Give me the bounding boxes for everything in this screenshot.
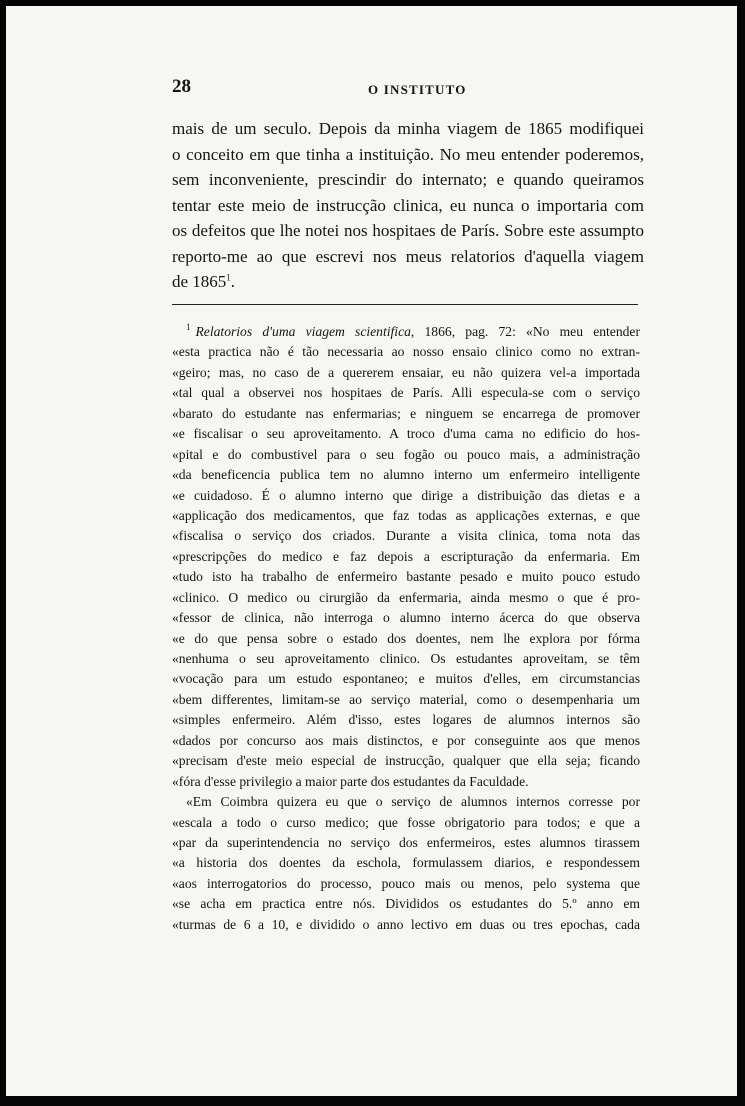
footnote-line: «e cuidadoso. É o alumno interno que dirige a distribuição das dietas e a xyxy=(172,487,640,503)
journal-title: O INSTITUTO xyxy=(368,82,467,97)
footnote-line: «se acha em practica entre nós. Divididos os estudantes do 5.º anno em xyxy=(172,896,640,912)
footnote-line: «escala a todo o curso medico; que fosse obrigatorio para todos; e que a xyxy=(172,814,640,830)
footnote-line: «da beneficencia publica tem no alumno interno um enfermeiro intelligente xyxy=(172,467,640,483)
body-line: o conceito em que tinha a instituição. No meu entender poderemos, xyxy=(172,144,644,164)
footnote-line: «fessor de clinica, não interroga o alumno interno ácerca do que observa xyxy=(172,610,640,626)
footnote-line: «nenhuma o seu aproveitamento clinico. Os estudantes aproveitam, se têm xyxy=(172,651,640,666)
footnote-divider xyxy=(172,304,638,305)
footnote-line: «e fiscalisar o seu aproveitamento. A troco d'uma cama no edificio do hos- xyxy=(172,426,640,442)
footnote-line: «geiro; mas, no caso de a quererem ensaiar, eu não quizera vel-a importada xyxy=(172,364,640,380)
footnote-line: «simples enfermeiro. Além d'isso, estes logares de alumnos internos são xyxy=(172,712,640,728)
footnote-line: «turmas de 6 a 10, e dividido o anno lectivo em duas ou tres epochas, cada xyxy=(172,916,640,932)
footnote-line: «tal qual a observei nos hospitaes de París. Alli especula-se com o serviço xyxy=(172,385,640,401)
footnote-reference: 1 xyxy=(226,272,231,283)
footnote-block xyxy=(172,322,640,935)
footnote-source-title: Relatorios d'uma viagem scientifica xyxy=(195,324,411,339)
body-line-end: . xyxy=(230,272,236,291)
footnote-line: «vocação para um estudo espontaneo; e muitos d'elles, em circumstancias xyxy=(172,671,640,687)
footnote-line: «precisam d'este meio especial de instrucção, qualquer que ella seja; ficando xyxy=(172,753,640,769)
footnote-line: «aos interrogatorios do processo, pouco mais ou menos, pelo systema que xyxy=(172,875,640,891)
footnote-line: «clinico. O medico ou cirurgião da enfermaria, ainda mesmo o que é pro- xyxy=(172,589,640,605)
footnote-line: «par da superintendencia no serviço dos enfermeiros, estes alumnos tirassem xyxy=(172,834,640,850)
page-number: 28 xyxy=(172,76,191,97)
footnote-line: «e do que pensa sobre o estado dos doentes, nem lhe explora por fórma xyxy=(172,630,640,646)
footnote-line: «esta practica não é tão necessaria ao nosso ensaio clinico como no extran- xyxy=(172,344,640,360)
footnote-line: «a historia dos doentes da eschola, formulassem diarios, e respondessem xyxy=(172,855,640,871)
body-line-text: de 1865 xyxy=(172,272,227,291)
footnote-first-line xyxy=(172,322,640,342)
footnote-line: «dados por concurso aos mais distinctos, e por conseguinte aos que menos xyxy=(172,732,640,748)
running-head xyxy=(172,76,642,100)
footnote-line: «fiscalisa o serviço dos criados. Durante a visita clinica, toma nota das xyxy=(172,528,640,544)
footnote-line: «applicação dos medicamentos, que faz todas as applicações externas, e que xyxy=(172,507,640,523)
footnote-line: «fóra d'esse privilegio a maior parte dos estudantes da Faculdade. xyxy=(172,773,529,789)
footnote-line: «bem differentes, limitam-se ao serviço material, como o desempenharia um xyxy=(172,691,640,707)
body-line-last xyxy=(172,269,644,295)
footnote-line: «Em Coimbra quizera eu que o serviço de alumnos internos corresse por xyxy=(186,794,640,810)
body-line: tentar este meio de instrucção clinica, eu nunca o importaria com xyxy=(172,195,644,215)
main-paragraph xyxy=(172,116,644,295)
body-line: sem inconveniente, prescindir do internato; e quando queiramos xyxy=(172,170,644,189)
footnote-source-rest: , 1866, pag. 72: «No meu entender xyxy=(410,324,640,339)
footnote-line: «pital e do combustivel para o seu fogão ou pouco mais, a administração xyxy=(172,446,640,462)
footnote-mark: 1 xyxy=(186,322,191,333)
footnote-line: «barato do estudante nas enfermarias; e ninguem se encarrega de promover xyxy=(172,405,640,421)
body-line: reporto-me ao que escrevi nos meus relatorios d'aquella viagem xyxy=(172,246,644,266)
body-line: os defeitos que lhe notei nos hospitaes de París. Sobre este assumpto xyxy=(172,221,644,240)
body-line: mais de um seculo. Depois da minha viagem de 1865 modifiquei xyxy=(172,119,644,138)
footnote-line: «tudo isto ha trabalho de enfermeiro bastante pesado e muito pouco estudo xyxy=(172,569,640,585)
footnote-line: «prescripções do medico e faz depois a escripturação da enfermaria. Em xyxy=(172,548,640,564)
